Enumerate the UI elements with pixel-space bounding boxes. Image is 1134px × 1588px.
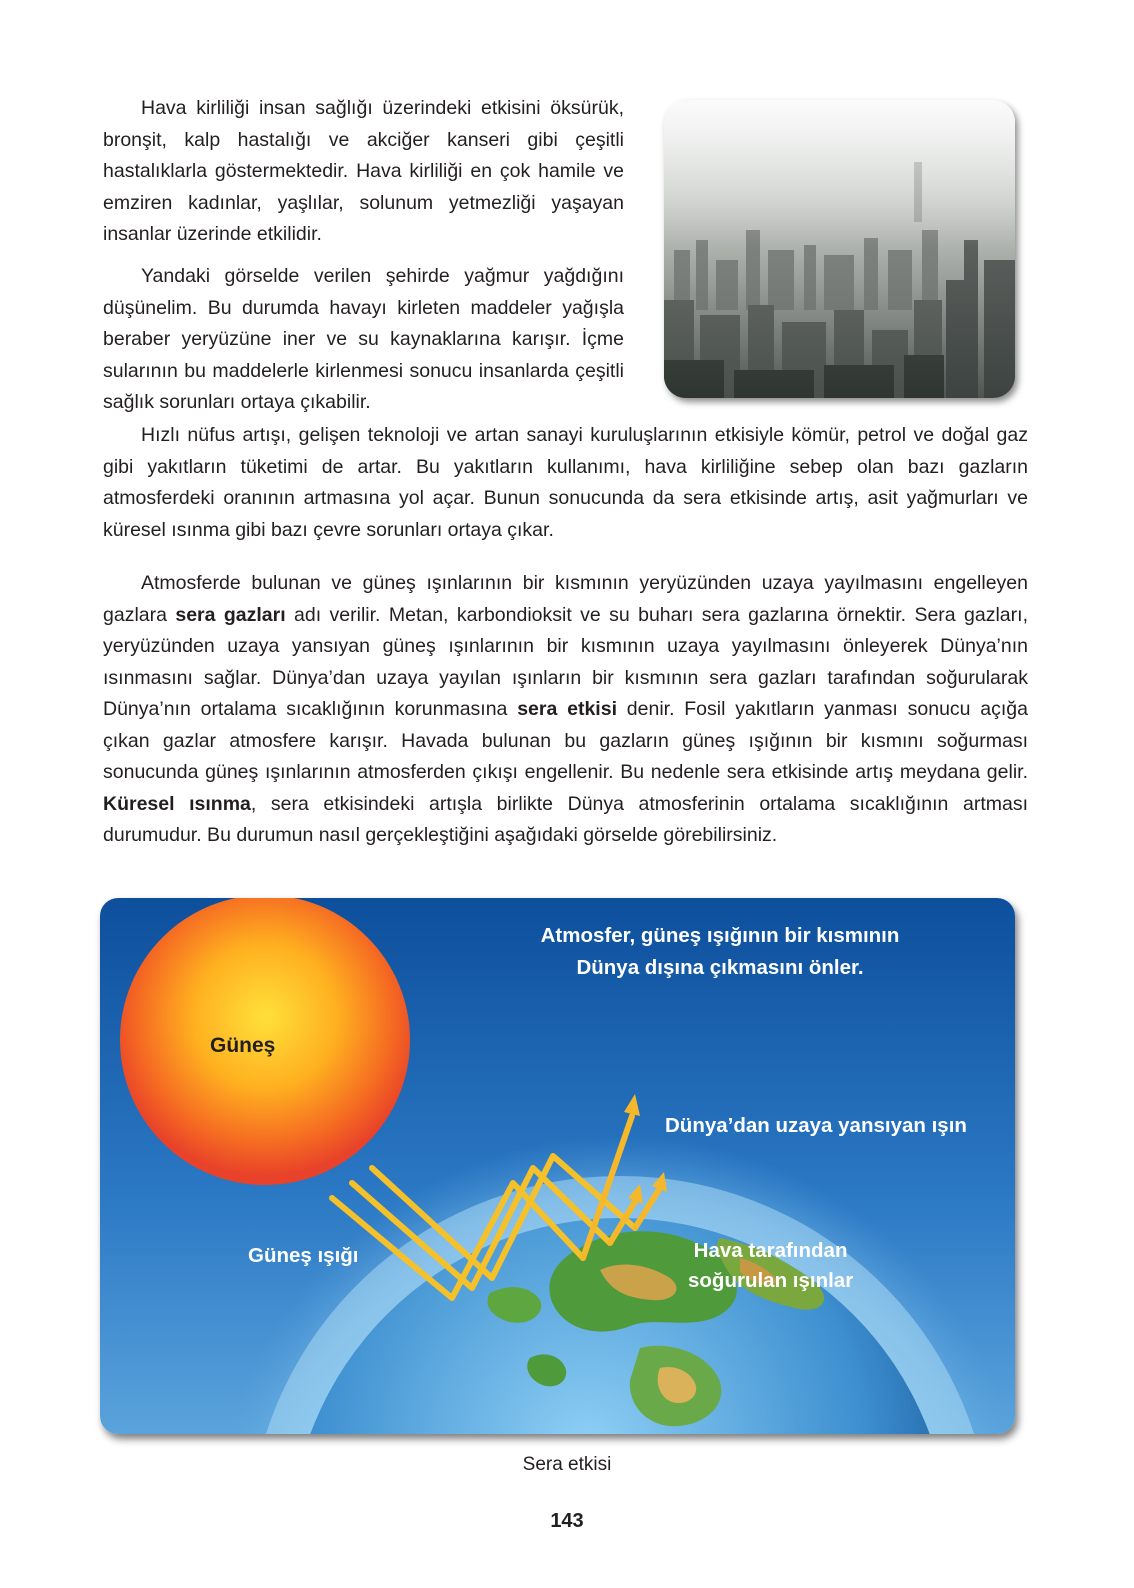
absorbed-rays-label (688, 1236, 853, 1296)
page-number: 143 (550, 1510, 584, 1532)
atmosphere-label (505, 920, 935, 984)
paragraph-greenhouse-effect (103, 568, 1028, 852)
polluted-city-photo (664, 100, 1015, 398)
greenhouse-effect-diagram (100, 898, 1015, 1434)
figure-caption: Sera etkisi (522, 1454, 612, 1475)
term-global-warming: Küresel ısınma (103, 792, 251, 815)
sun-label: Güneş (210, 1034, 276, 1057)
text-segment: , sera etkisindeki artışla birlikte Dünya atmosferinin ortalama sıcaklığının artması durumudur. Bu durumun nasıl gerçekleştiğini aşağıdaki görselde görebilirsiniz. (103, 792, 1028, 846)
term-greenhouse-effect: sera etkisi (517, 698, 617, 720)
atmosphere-label-line1: Atmosfer, güneş ışığının bir kısmının (540, 924, 900, 947)
paragraph-health-effects: Hava kirliliği insan sağlığı üzerindeki etkisini öksürük, bronşit, kalp hastalığı ve akciğer kanseri gibi çeşitli hastalıklarla göstermektedir. Hava kirliliği en çok hamile ve emziren kadınlar, yaşlılar, solunum yetmezliği yaşayan insanlar üzerinde etkilidir. (103, 97, 624, 245)
paragraph-rain-pollution: Yandaki görselde verilen şehirde yağmur yağdığını düşünelim. Bu durumda havayı kirleten maddeler yağışla beraber yeryüzüne iner ve su kaynaklarına karışır. İçme sularının bu maddelerle kirlenmesi sonucu insanlarda çeşitli sağlık sorunları ortaya çıkabilir. (103, 265, 624, 413)
term-greenhouse-gases: sera gazları (175, 603, 286, 626)
paragraph-population-fuels: Hızlı nüfus artışı, gelişen teknoloji ve artan sanayi kuruluşlarının etkisiyle kömür, petrol ve doğal gaz gibi yakıtların tüketimi de artar. Bu yakıtların kullanımı, hava kirliliğine sebep olan bazı gazların atmosferdeki oranının artmasına yol açar. Bunun sonucunda da sera etkisinde artış, asit yağmurları ve küresel ısınma gibi bazı çevre sorunları ortaya çıkar. (103, 424, 1028, 541)
text-segment: adı verilir. Metan, karbondioksit ve su buharı sera gazlarına örnektir. Sera gazları, yeryüzünden uzaya yansıyan güneş ışınlarının bir kısmının uzaya yayılmasını önleyerek Dünya’nın ısınmasını sağlar. Dünya’dan uzaya yayılan ışınların bir kısmının sera gazları tarafından soğurularak Dünya’nın ortalama sıcaklığının korunmasına (103, 603, 1028, 720)
absorbed-label-line2: soğurulan ışınlar (688, 1269, 854, 1292)
reflected-ray-label: Dünya’dan uzaya yansıyan ışın (665, 1114, 967, 1137)
text-segment: denir. Fosil yakıtların yanması sonucu açığa çıkan gazlar atmosfere karışır. Havada bulunan bu gazların güneş ışığının bir kısmını soğurması sonucunda güneş ışınlarının atmosferden çıkışı engellenir. Bu nedenle sera etkisinde artış meydana gelir. (103, 698, 1028, 783)
sunlight-label: Güneş ışığı (248, 1244, 359, 1267)
atmosphere-label-line2: Dünya dışına çıkmasını önler. (576, 956, 864, 979)
absorbed-label-line1: Hava tarafından (693, 1239, 848, 1262)
text-segment: Atmosferde bulunan ve güneş ışınlarının bir kısmının yeryüzünden uzaya yayılmasını engelleyen gazlara (103, 572, 1028, 626)
